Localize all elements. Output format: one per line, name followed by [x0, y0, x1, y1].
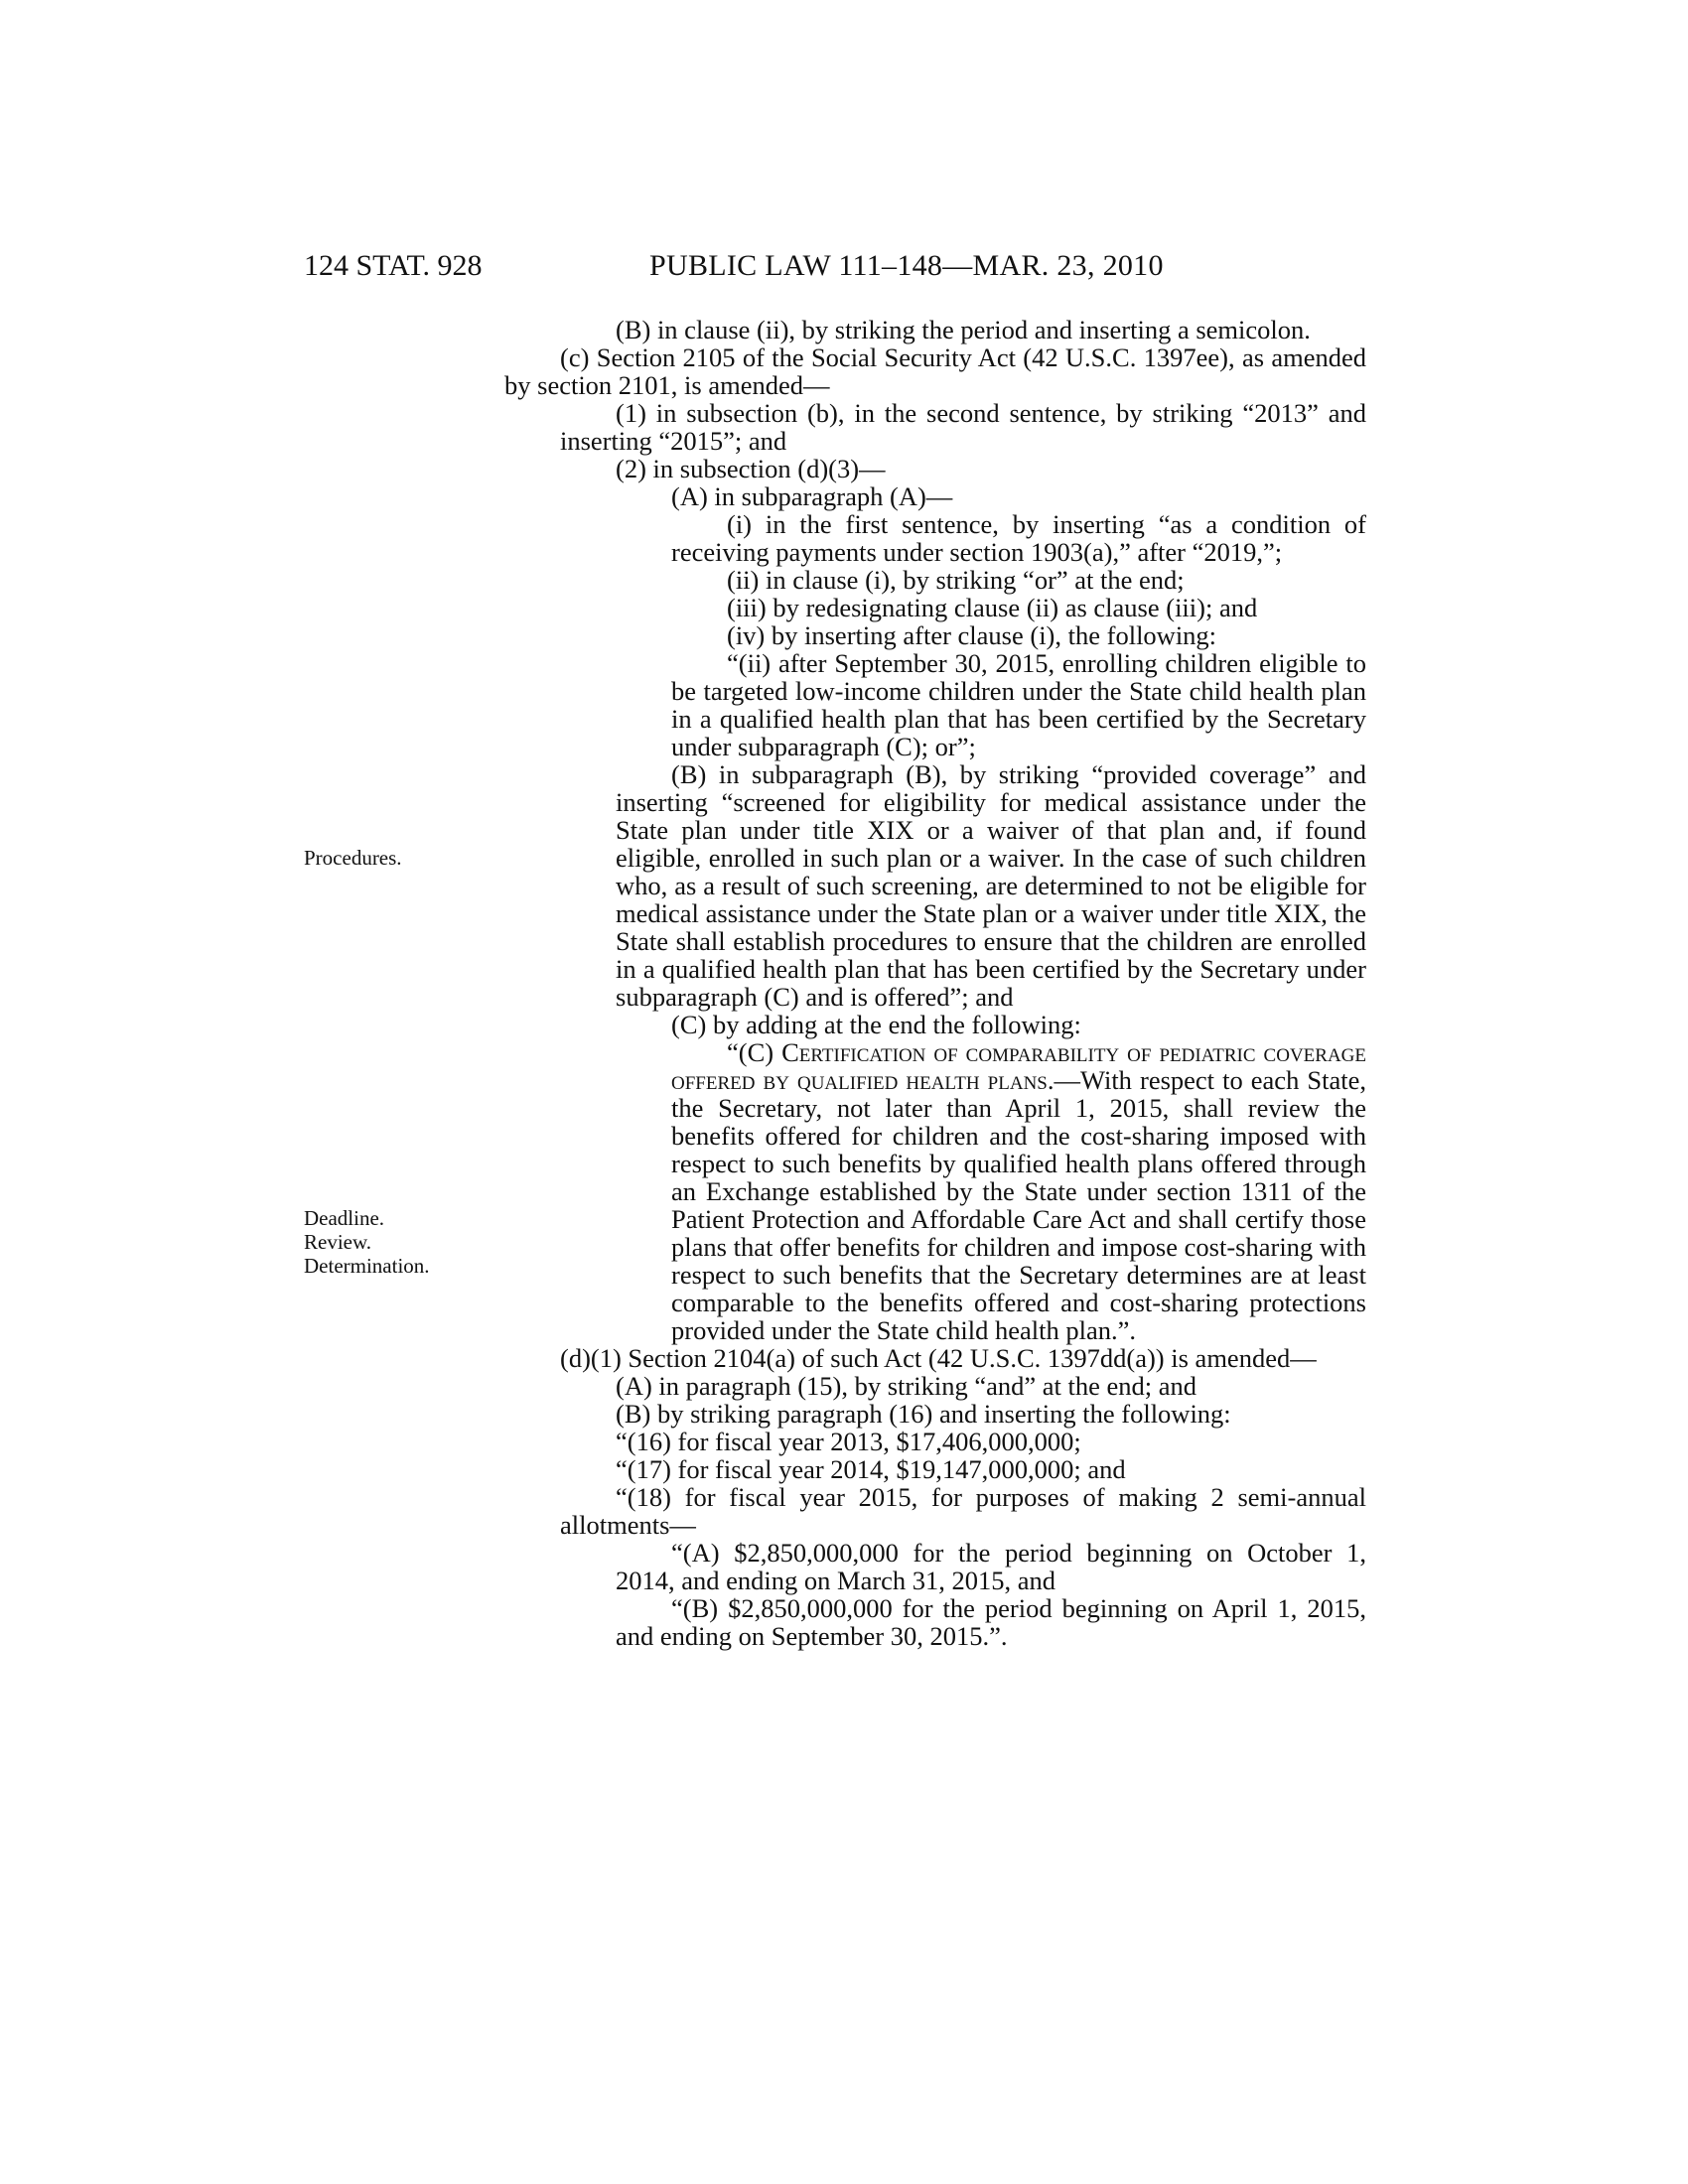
paragraph-16-inserting: (B) by striking paragraph (16) and inserting the following: — [616, 1399, 1231, 1429]
margin-note-review: Review. — [304, 1230, 372, 1254]
inserted-clause-ii: “(ii) after September 30, 2015, enrolling children eligible to be targeted low-income children under the State child health plan in a qualified health plan that has been certified by the Secretary under subparagraph (C); or”; — [671, 648, 1366, 761]
certification-heading: “(C) Certification of comparability of pediatric coverage offered by qualified health plans. — [671, 1037, 1366, 1095]
clause-iii-redesignating: (iii) by redesignating clause (ii) as clause (iii); and — [727, 593, 1258, 622]
fiscal-year-2015: “(18) for fiscal year 2015, for purposes of making 2 semi-annual allotments— — [560, 1482, 1366, 1540]
clause-iv-inserting: (iv) by inserting after clause (i), the following: — [727, 620, 1217, 650]
page-title: PUBLIC LAW 111–148—MAR. 23, 2010 — [649, 249, 1164, 282]
margin-note-determination: Determination. — [304, 1254, 430, 1278]
subparagraph-b-screening: (B) in subparagraph (B), by striking “provided coverage” and inserting “screened for eligibility for medical assistance under the State plan under title XIX or a waiver of that plan and, if found eligible, enrolled in such plan or a waiver. In the case of such children who, as a result of such screening, are determined to not be eligible for medical assistance under the State plan or a waiver under title XIX, the State shall establish procedures to ensure that the children are enrolled in a qualified health plan that has been certified by the Secretary under subparagraph (C) and is offered”; and — [616, 759, 1366, 1012]
subparagraph-c-adding: (C) by adding at the end the following: — [671, 1010, 1081, 1039]
subparagraph-a: (A) in subparagraph (A)— — [671, 481, 953, 511]
allotment-a: “(A) $2,850,000,000 for the period beginning on October 1, 2014, and ending on March 31, 2015, and — [616, 1538, 1366, 1595]
page-reference: 124 STAT. 928 — [304, 249, 483, 282]
clause-b-semicolon: (B) in clause (ii), by striking the period and inserting a semicolon. — [616, 315, 1311, 344]
paragraph-2-subsection-d3: (2) in subsection (d)(3)— — [616, 454, 886, 483]
clause-i-first-sentence: (i) in the first sentence, by inserting “as a condition of receiving payments under section 1903(a),” after “2019,”; — [671, 509, 1366, 567]
fiscal-year-2014: “(17) for fiscal year 2014, $19,147,000,000; and — [616, 1454, 1126, 1484]
paragraph-1-subsection-b: (1) in subsection (b), in the second sentence, by striking “2013” and inserting “2015”; and — [560, 398, 1366, 456]
certification-subparagraph — [504, 1038, 1366, 1344]
allotment-b: “(B) $2,850,000,000 for the period beginning on April 1, 2015, and ending on September 30, 2015.”. — [616, 1593, 1366, 1651]
fiscal-year-2013: “(16) for fiscal year 2013, $17,406,000,000; — [616, 1427, 1081, 1456]
paragraph-15-striking: (A) in paragraph (15), by striking “and” at the end; and — [616, 1371, 1197, 1401]
margin-note-procedures: Procedures. — [304, 846, 402, 870]
document-body — [504, 316, 1366, 1650]
clause-ii-striking-or: (ii) in clause (i), by striking “or” at the end; — [727, 565, 1185, 595]
certification-text: —With respect to each State, the Secretary, not later than April 1, 2015, shall review the benefits offered for children and the cost-sharing imposed with respect to such benefits by qualified health plans offered through an Exchange established by the State under section 1311 of the Patient Protection and Affordable Care Act and shall certify those plans that offer benefits for children and impose cost-sharing with respect to such benefits that the Secretary determines are at least comparable to the benefits offered and cost-sharing protections provided under the State child health plan.”. — [671, 1065, 1366, 1345]
section-d1-intro: (d)(1) Section 2104(a) of such Act (42 U.S.C. 1397dd(a)) is amended— — [560, 1343, 1317, 1373]
margin-note-deadline: Deadline. — [304, 1206, 385, 1230]
section-c-intro: (c) Section 2105 of the Social Security Act (42 U.S.C. 1397ee), as amended by section 2101, is amended— — [504, 342, 1366, 400]
